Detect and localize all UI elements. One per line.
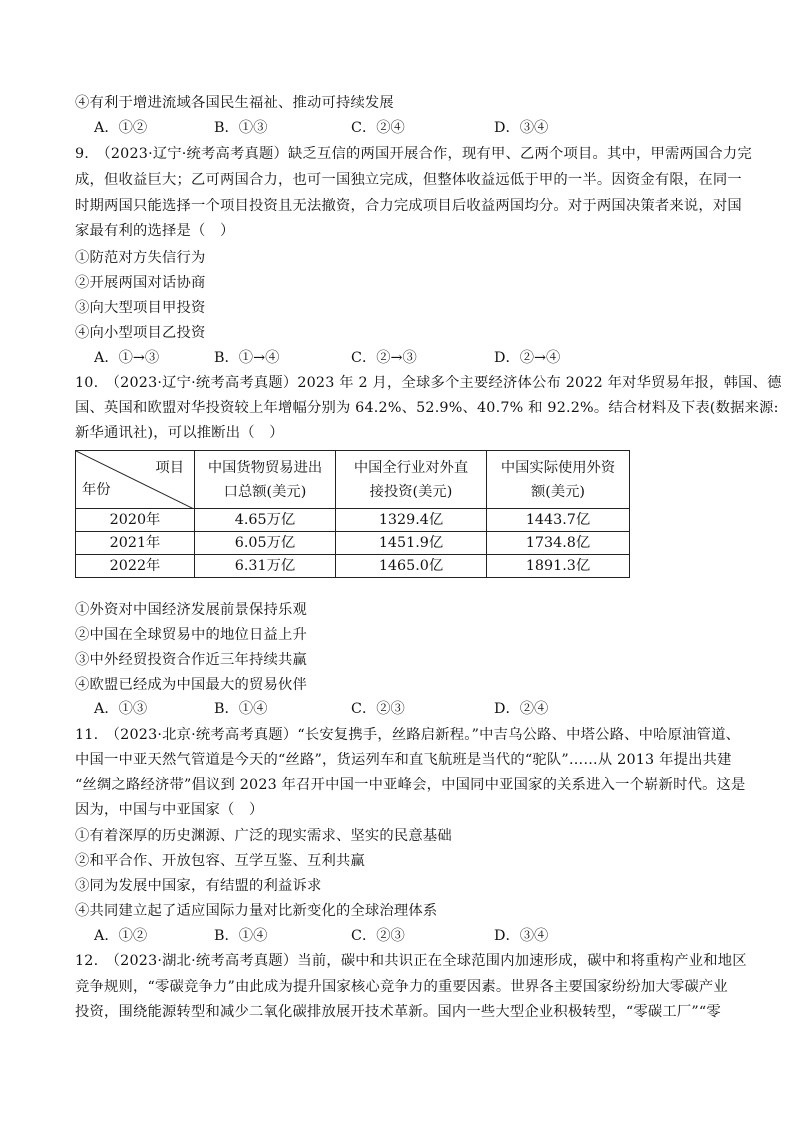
q10-option-d[interactable]: D．②④ — [494, 701, 549, 717]
q9-option-b[interactable]: B．①→④ — [214, 350, 280, 366]
q11-stem-line-3: “丝绸之路经济带”倡议到 2023 年召开中国一中亚峰会，中国同中亚国家的关系进入一个崭新时代。这是 — [75, 777, 746, 793]
q8-statement-4: ④有利于增进流域各国民生福祉、推动可持续发展 — [75, 95, 394, 111]
q9-option-c[interactable]: C．②→③ — [351, 350, 417, 366]
q9-statement-4: ④向小型项目乙投资 — [75, 325, 206, 341]
q10-option-a[interactable]: A．①③ — [94, 701, 148, 717]
q11-statement-4: ④共同建立起了适应国际力量对比新变化的全球治理体系 — [75, 903, 438, 919]
q11-stem-line-1: 11. （2023·北京·统考高考真题）“长安复携手，丝路启新程。”中吉乌公路、中塔公路、中哈原油管道、 — [75, 727, 741, 743]
table-corner-cell — [76, 451, 195, 509]
q10-statement-2: ②中国在全球贸易中的地位日益上升 — [75, 627, 307, 643]
table-row: 2021年 6.05万亿 1451.9亿 1734.8亿 — [76, 532, 630, 555]
q11-stem-line-4: 因为，中国与中亚国家（ ） — [75, 802, 264, 818]
q9-statement-3: ③向大型项目甲投资 — [75, 300, 206, 316]
q10-stem-line-1: 10. （2023·辽宁·统考高考真题）2023 年 2 月，全球多个主要经济体公布 2022 年对华贸易年报，韩国、德 — [75, 375, 782, 391]
q9-option-a[interactable]: A．①→③ — [94, 350, 160, 366]
corner-label-top: 项目 — [155, 460, 184, 476]
q10-statement-3: ③中外经贸投资合作近三年持续共赢 — [75, 652, 307, 668]
q10-option-b[interactable]: B．①④ — [214, 701, 268, 717]
q12-stem-line-1: 12. （2023·湖北·统考高考真题）当前，碳中和共识正在全球范围内加速形成，碳中和将重构产业和地区 — [75, 953, 747, 969]
q8-option-d[interactable]: D．③④ — [494, 120, 549, 136]
q9-stem-line-4: 家最有利的选择是（ ） — [75, 223, 235, 239]
table-row: 2020年 4.65万亿 1329.4亿 1443.7亿 — [76, 509, 630, 532]
q8-option-a[interactable]: A．①② — [94, 120, 148, 136]
q12-stem-line-2: 竞争规则，“零碳竞争力”由此成为提升国家核心竞争力的重要因素。世界各主要国家纷纷加大零碳产业 — [75, 979, 728, 995]
q10-statement-4: ④欧盟已经成为中国最大的贸易伙伴 — [75, 677, 307, 693]
q10-stem-line-3: 新华通讯社)，可以推断出（ ） — [75, 425, 284, 441]
header-outbound-investment: 中国全行业对外直 接投资(美元) — [336, 451, 487, 509]
table-row: 2022年 6.31万亿 1465.0亿 1891.3亿 — [76, 555, 630, 578]
q11-option-d[interactable]: D．③④ — [494, 928, 549, 944]
q10-statement-1: ①外资对中国经济发展前景保持乐观 — [75, 602, 307, 618]
q9-options — [94, 348, 734, 368]
q9-stem-line-3: 时期两国只能选择一个项目投资且无法撤资，合力完成项目后收益两国均分。对于两国决策者来说，对国 — [75, 198, 742, 214]
q9-statement-2: ②开展两国对话协商 — [75, 275, 206, 291]
q10-options — [94, 699, 734, 719]
q11-options — [94, 926, 734, 946]
q9-stem-line-2: 成，但收益巨大；乙可两国合力，也可一国独立完成，但整体收益远低于甲的一半。因资金有限，在同一 — [75, 172, 742, 188]
q8-options — [94, 118, 734, 138]
header-trade-total: 中国货物贸易进出 口总额(美元) — [195, 451, 336, 509]
q10-option-c[interactable]: C．②③ — [351, 701, 405, 717]
trade-data-table — [75, 450, 630, 578]
header-foreign-investment: 中国实际使用外资 额(美元) — [487, 451, 630, 509]
q11-option-a[interactable]: A．①② — [94, 928, 148, 944]
q11-option-b[interactable]: B．①④ — [214, 928, 268, 944]
q9-statement-1: ①防范对方失信行为 — [75, 250, 206, 266]
q8-option-c[interactable]: C．②④ — [351, 120, 405, 136]
q11-statement-2: ②和平合作、开放包容、互学互鉴、互利共赢 — [75, 853, 365, 869]
q11-statement-1: ①有着深厚的历史渊源、广泛的现实需求、坚实的民意基础 — [75, 828, 452, 844]
q11-statement-3: ③同为发展中国家，有结盟的利益诉求 — [75, 878, 322, 894]
q10-stem-line-2: 国、英国和欧盟对华投资较上年增幅分别为 64.2%、52.9%、40.7% 和 92.2%。结合材料及下表(数据来源: — [75, 400, 779, 416]
q11-stem-line-2: 中国一中亚天然气管道是今天的“丝路”，货运列车和直飞航班是当代的“驼队”……从 2013 年提出共建 — [75, 752, 732, 768]
corner-label-bottom: 年份 — [82, 482, 111, 498]
q12-stem-line-3: 投资，围绕能源转型和减少二氧化碳排放展开技术革新。国内一些大型企业积极转型，“零碳工厂”“零 — [75, 1004, 721, 1020]
q9-stem-line-1: 9. （2023·辽宁·统考高考真题）缺乏互信的两国开展合作，现有甲、乙两个项目。其中，甲需两国合力完 — [75, 146, 752, 162]
q11-option-c[interactable]: C．②③ — [351, 928, 405, 944]
q9-option-d[interactable]: D．②→④ — [494, 350, 561, 366]
q8-option-b[interactable]: B．①③ — [214, 120, 268, 136]
